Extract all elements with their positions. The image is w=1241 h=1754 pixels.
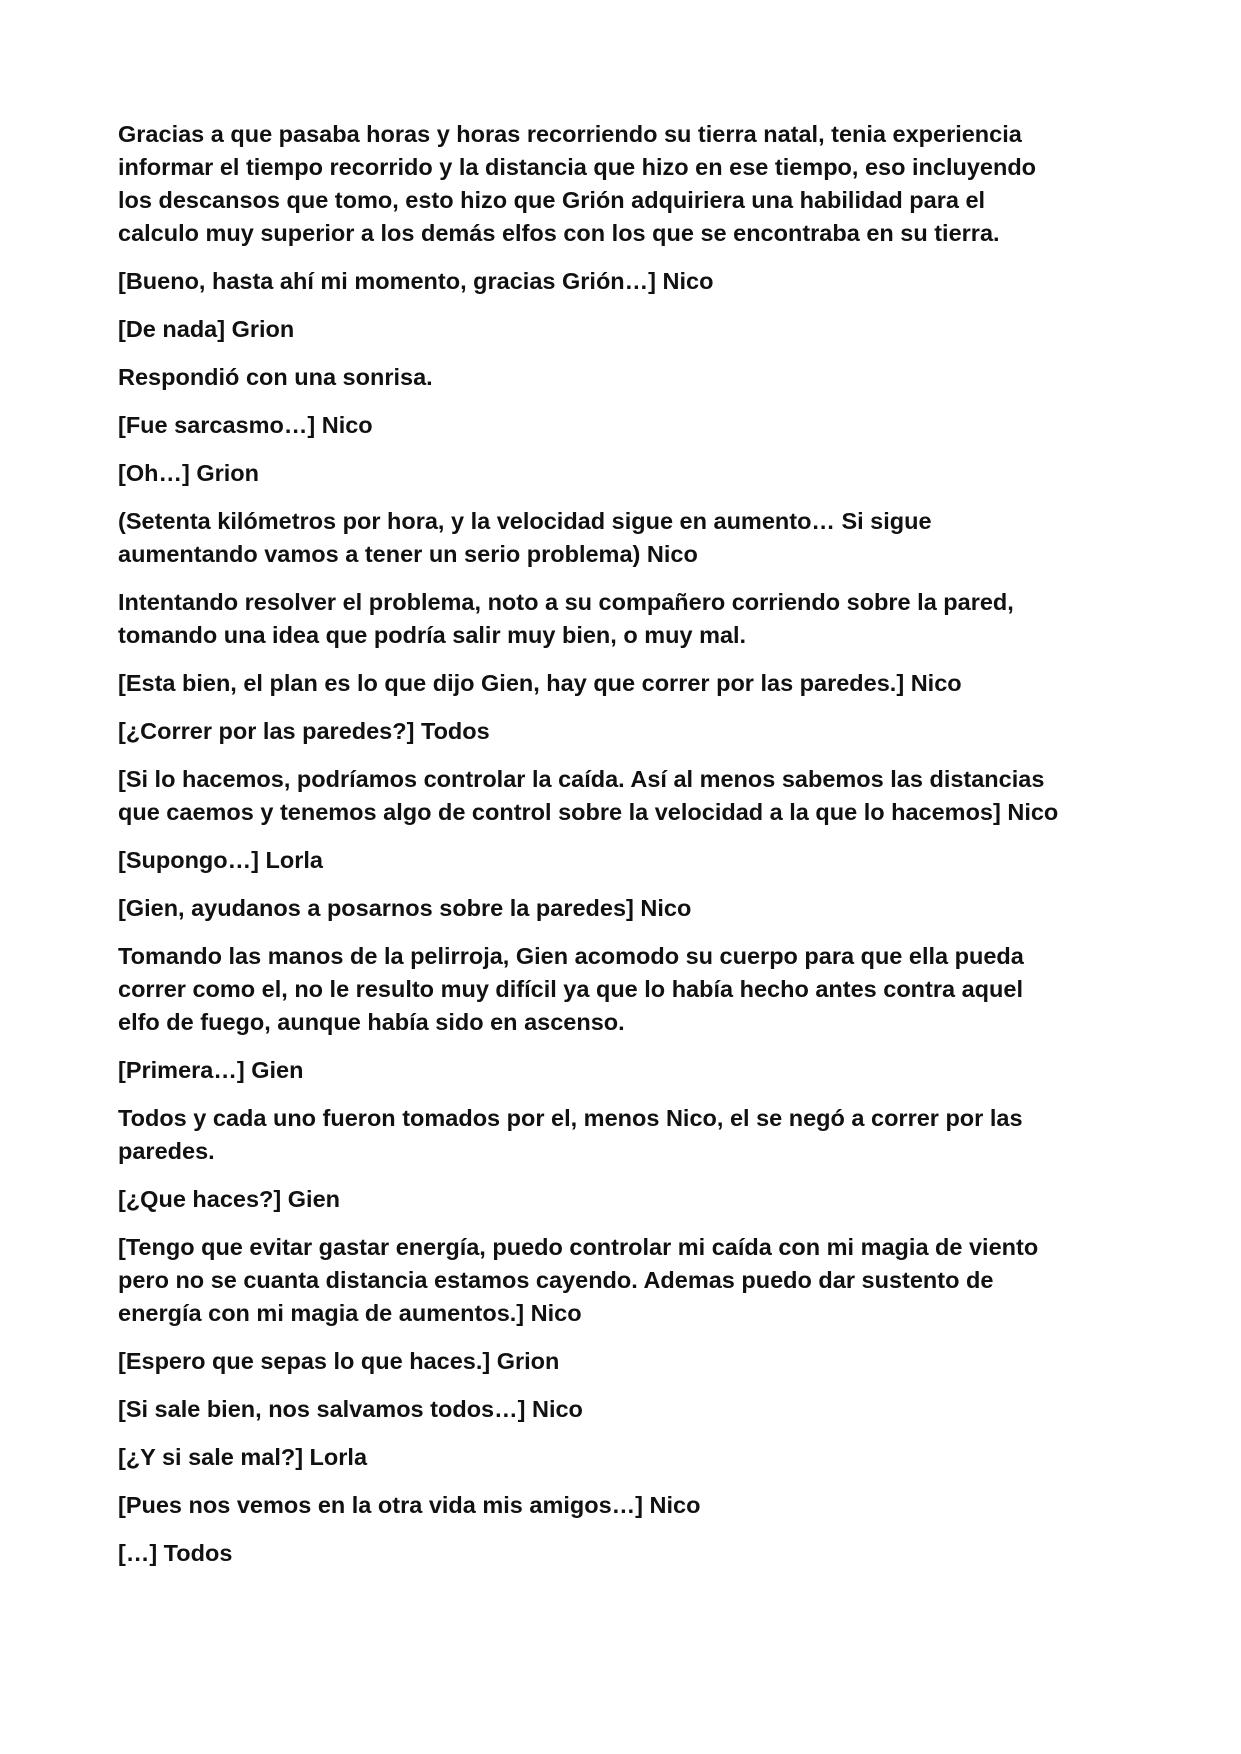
text-line: Gracias a que pasaba horas y horas recorriendo su tierra natal, tenia experiencia <box>118 121 1022 147</box>
text-line: [Primera…] Gien <box>118 1057 304 1083</box>
dialogue-line <box>118 1345 1128 1378</box>
text-line: [Bueno, hasta ahí mi momento, gracias Grión…] Nico <box>118 268 714 294</box>
dialogue-line <box>118 1489 1128 1522</box>
text-line: paredes. <box>118 1138 215 1164</box>
text-line: Todos y cada uno fueron tomados por el, menos Nico, el se negó a correr por las <box>118 1105 1023 1131</box>
dialogue-line <box>118 1537 1128 1570</box>
dialogue-line <box>118 265 1128 298</box>
text-line: elfo de fuego, aunque había sido en ascenso. <box>118 1009 625 1035</box>
text-line: calculo muy superior a los demás elfos con los que se encontraba en su tierra. <box>118 220 1000 246</box>
text-line: […] Todos <box>118 1540 233 1566</box>
text-line: [Gien, ayudanos a posarnos sobre la paredes] Nico <box>118 895 692 921</box>
narration-paragraph <box>118 1102 1128 1168</box>
thought-paragraph <box>118 505 1128 571</box>
dialogue-line <box>118 667 1128 700</box>
text-line: correr como el, no le resulto muy difícil ya que lo había hecho antes contra aquel <box>118 976 1023 1002</box>
text-line: [Supongo…] Lorla <box>118 847 323 873</box>
dialogue-line <box>118 844 1128 877</box>
document-body <box>118 118 1128 1585</box>
dialogue-line <box>118 1393 1128 1426</box>
text-line: los descansos que tomo, esto hizo que Grión adquiriera una habilidad para el <box>118 187 986 213</box>
dialogue-paragraph <box>118 1231 1128 1330</box>
text-line: [¿Correr por las paredes?] Todos <box>118 718 490 744</box>
dialogue-line <box>118 715 1128 748</box>
text-line: [Pues nos vemos en la otra vida mis amigos…] Nico <box>118 1492 701 1518</box>
text-line: que caemos y tenemos algo de control sobre la velocidad a la que lo hacemos] Nico <box>118 799 1059 825</box>
text-line: pero no se cuanta distancia estamos cayendo. Ademas puedo dar sustento de <box>118 1267 994 1293</box>
text-line: [Tengo que evitar gastar energía, puedo controlar mi caída con mi magia de viento <box>118 1234 1039 1260</box>
narration-paragraph <box>118 118 1128 250</box>
dialogue-line <box>118 892 1128 925</box>
dialogue-line <box>118 1054 1128 1087</box>
text-line: tomando una idea que podría salir muy bien, o muy mal. <box>118 622 747 648</box>
text-line: Respondió con una sonrisa. <box>118 364 433 390</box>
text-line: informar el tiempo recorrido y la distancia que hizo en ese tiempo, eso incluyendo <box>118 154 1037 180</box>
text-line: aumentando vamos a tener un serio problema) Nico <box>118 541 698 567</box>
dialogue-line <box>118 457 1128 490</box>
narration-paragraph <box>118 361 1128 394</box>
dialogue-line <box>118 1441 1128 1474</box>
narration-paragraph <box>118 586 1128 652</box>
text-line: [Oh…] Grion <box>118 460 259 486</box>
text-line: Intentando resolver el problema, noto a su compañero corriendo sobre la pared, <box>118 589 1014 615</box>
text-line: [Espero que sepas lo que haces.] Grion <box>118 1348 560 1374</box>
text-line: energía con mi magia de aumentos.] Nico <box>118 1300 582 1326</box>
narration-paragraph <box>118 940 1128 1039</box>
text-line: (Setenta kilómetros por hora, y la velocidad sigue en aumento… Si sigue <box>118 508 932 534</box>
dialogue-line <box>118 409 1128 442</box>
text-line: [Esta bien, el plan es lo que dijo Gien, hay que correr por las paredes.] Nico <box>118 670 962 696</box>
text-line: Tomando las manos de la pelirroja, Gien acomodo su cuerpo para que ella pueda <box>118 943 1024 969</box>
text-line: [De nada] Grion <box>118 316 295 342</box>
text-line: [¿Y si sale mal?] Lorla <box>118 1444 368 1470</box>
text-line: [Si lo hacemos, podríamos controlar la caída. Así al menos sabemos las distancias <box>118 766 1045 792</box>
text-line: [Si sale bien, nos salvamos todos…] Nico <box>118 1396 583 1422</box>
text-line: [¿Que haces?] Gien <box>118 1186 340 1212</box>
text-line: [Fue sarcasmo…] Nico <box>118 412 373 438</box>
dialogue-line <box>118 1183 1128 1216</box>
dialogue-paragraph <box>118 763 1128 829</box>
dialogue-line <box>118 313 1128 346</box>
